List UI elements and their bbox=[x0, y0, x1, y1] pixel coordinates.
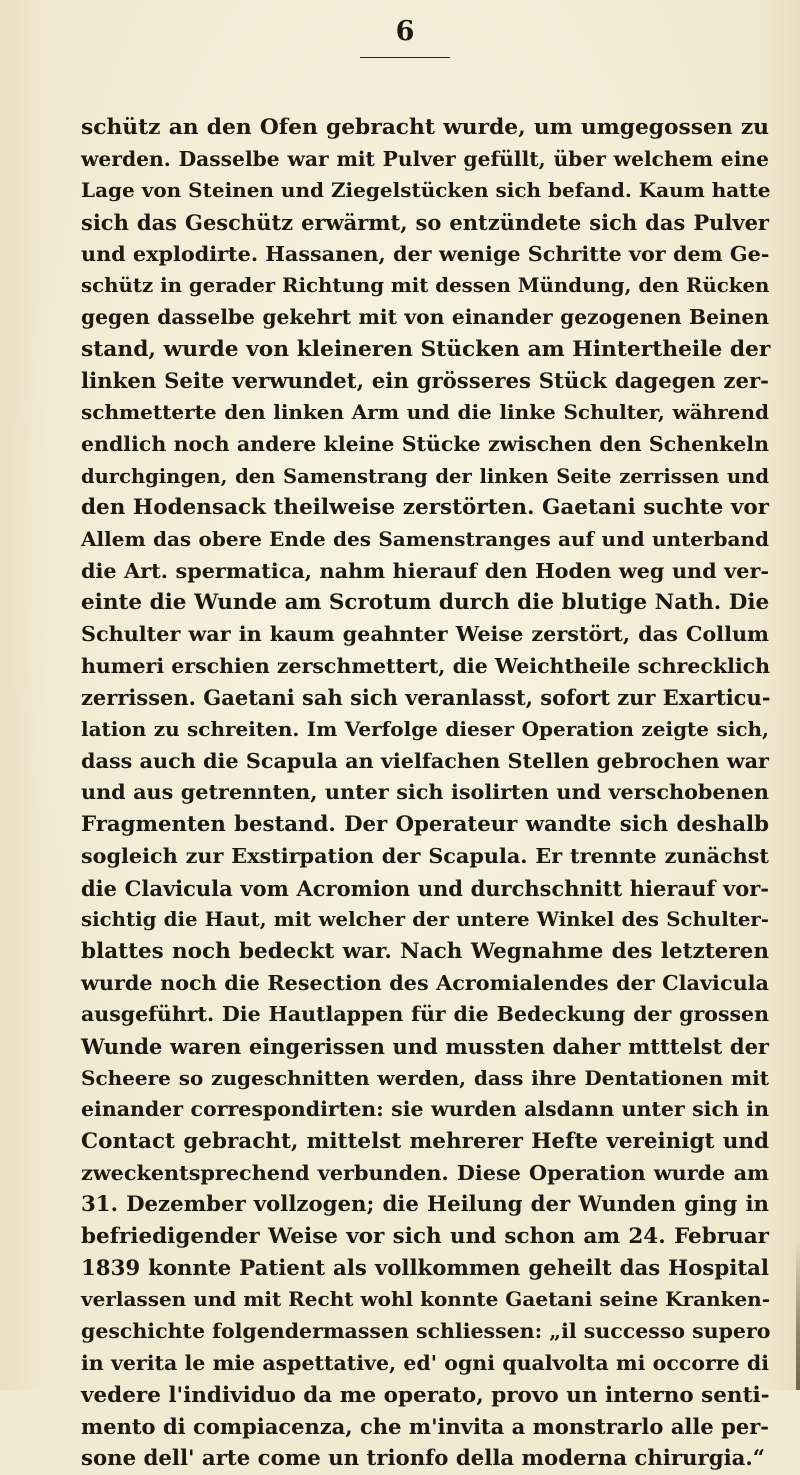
text-line: geschichte folgendermassen schliessen: „il successo supero bbox=[81, 1319, 771, 1344]
text-line: verlassen und mit Recht wohl konnte Gaetani seine Kranken- bbox=[81, 1287, 771, 1312]
text-line: zerrissen. Gaetani sah sich veranlasst, sofort zur Exarticu- bbox=[81, 685, 771, 711]
text-line: vedere l'individuo da me operato, provo un interno senti- bbox=[81, 1382, 770, 1408]
text-line: Scheere so zugeschnitten werden, dass ihre Dentationen mit bbox=[81, 1065, 769, 1090]
text-line: in verita le mie aspettative, ed' ogni qualvolta mi occorre di bbox=[81, 1350, 769, 1375]
text-line: sogleich zur Exstirpation der Scapula. Er trennte zunächst bbox=[81, 843, 769, 868]
text-line: durchgingen, den Samenstrang der linken Seite zerrissen und bbox=[81, 464, 769, 488]
text-line: mento di compiacenza, che m'invita a monstrarlo alle per- bbox=[81, 1414, 769, 1440]
text-line: die Clavicula vom Acromion und durchschnitt hierauf vor- bbox=[81, 875, 769, 901]
text-line: befriedigender Weise vor sich und schon am 24. Februar bbox=[81, 1224, 769, 1250]
text-line: wurde noch die Resection des Acromialendes der Clavicula bbox=[81, 970, 769, 995]
page-header bbox=[330, 12, 480, 72]
text-line: sich das Geschütz erwärmt, so entzündete sich das Pulver bbox=[81, 210, 769, 236]
text-line: einte die Wunde am Scrotum durch die blutige Nath. Die bbox=[81, 590, 770, 616]
text-line: Wunde waren eingerissen und mussten daher mtttelst der bbox=[81, 1033, 769, 1059]
text-line: schmetterte den linken Arm und die linke Schulter, während bbox=[81, 400, 769, 425]
text-line: sichtig die Haut, mit welcher der untere Winkel des Schulter- bbox=[81, 907, 769, 932]
text-line: gegen dasselbe gekehrt mit von einander gezogenen Beinen bbox=[81, 305, 769, 330]
text-line: 31. Dezember vollzogen; die Heilung der Wunden ging in bbox=[81, 1192, 769, 1218]
text-line: schütz an den Ofen gebracht wurde, um umgegossen zu bbox=[81, 115, 769, 140]
text-line: endlich noch andere kleine Stücke zwischen den Schenkeln bbox=[81, 431, 769, 456]
text-line: stand, wurde von kleineren Stücken am Hintertheile der bbox=[81, 336, 771, 362]
page-edge-shadow bbox=[796, 1240, 800, 1390]
text-line: zweckentsprechend verbunden. Diese Operation wurde am bbox=[81, 1160, 769, 1185]
text-line: werden. Dasselbe war mit Pulver gefüllt, über welchem eine bbox=[81, 146, 769, 171]
text-line: schütz in gerader Richtung mit dessen Mündung, den Rücken bbox=[81, 273, 770, 298]
text-line: den Hodensack theilweise zerstörten. Gaetani suchte vor bbox=[81, 495, 769, 521]
body-text bbox=[81, 112, 769, 1475]
text-line: und aus getrennten, unter sich isolirten und verschobenen bbox=[81, 780, 769, 805]
text-line: Fragmenten bestand. Der Operateur wandte sich deshalb bbox=[81, 812, 769, 838]
header-rule bbox=[360, 57, 450, 58]
text-line: Contact gebracht, mittelst mehrerer Hefte vereinigt und bbox=[81, 1129, 769, 1154]
text-line: lation zu schreiten. Im Verfolge dieser Operation zeigte sich, bbox=[81, 717, 769, 742]
text-line: Lage von Steinen und Ziegelstücken sich befand. Kaum hatte bbox=[81, 178, 771, 203]
text-line: Schulter war in kaum geahnter Weise zerstört, das Collum bbox=[81, 622, 769, 646]
text-line: linken Seite verwundet, ein grösseres Stück dagegen zer- bbox=[81, 368, 769, 394]
text-line: ausgeführt. Die Hautlappen für die Bedeckung der grossen bbox=[81, 1002, 769, 1027]
text-line: sone dell' arte come un trionfo della moderna chirurgia.“ bbox=[81, 1445, 766, 1471]
text-line: dass auch die Scapula an vielfachen Stellen gebrochen war bbox=[81, 748, 769, 773]
text-line: einander correspondirten: sie wurden alsdann unter sich in bbox=[81, 1097, 769, 1122]
text-line: Allem das obere Ende des Samenstranges auf und unterband bbox=[81, 526, 769, 551]
text-line: und explodirte. Hassanen, der wenige Schritte vor dem Ge- bbox=[81, 241, 770, 266]
text-line: die Art. spermatica, nahm hierauf den Hoden weg und ver- bbox=[81, 558, 769, 583]
text-line: blattes noch bedeckt war. Nach Wegnahme des letzteren bbox=[81, 938, 769, 964]
page-number: 6 bbox=[395, 16, 415, 47]
text-line: 1839 konnte Patient als vollkommen geheilt das Hospital bbox=[81, 1255, 769, 1281]
text-line: humeri erschien zerschmettert, die Weichtheile schrecklich bbox=[81, 653, 771, 678]
